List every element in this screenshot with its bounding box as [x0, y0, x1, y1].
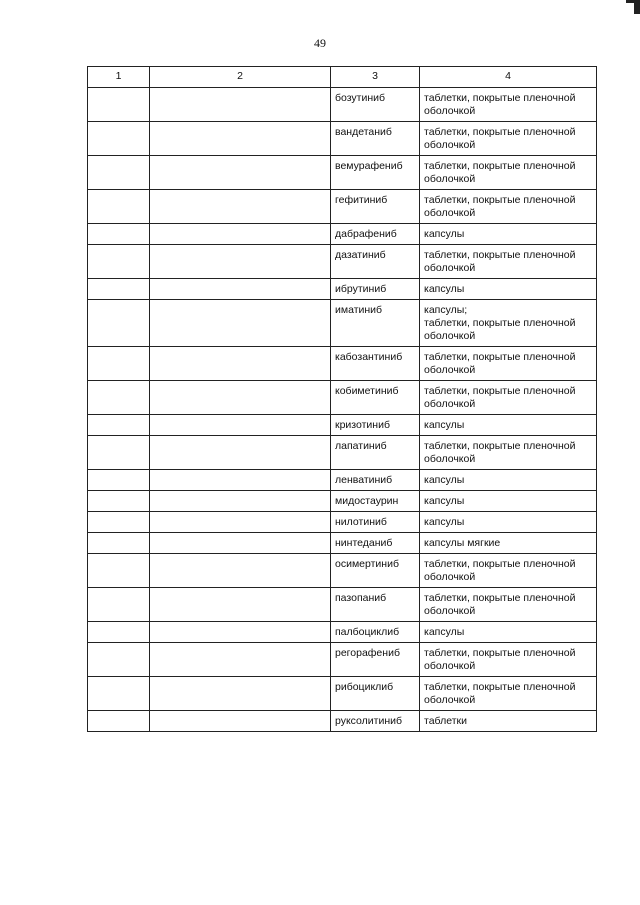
cell-col1	[88, 533, 150, 554]
dosage-form-cell: таблетки, покрытые пленочной оболочкой	[420, 190, 597, 224]
table-row	[88, 643, 597, 677]
drug-name-cell: дабрафениб	[331, 224, 420, 245]
cell-col2	[150, 588, 331, 622]
cell-col1	[88, 381, 150, 415]
dosage-form-cell: капсулы	[420, 279, 597, 300]
dosage-form-cell: таблетки, покрытые пленочной оболочкой	[420, 554, 597, 588]
cell-col1	[88, 347, 150, 381]
table-row	[88, 533, 597, 554]
cell-col2	[150, 156, 331, 190]
table-row	[88, 491, 597, 512]
drug-name-cell: вандетаниб	[331, 122, 420, 156]
cell-col1	[88, 622, 150, 643]
drug-name-cell: осимертиниб	[331, 554, 420, 588]
dosage-form-cell: капсулы; таблетки, покрытые пленочной оболочкой	[420, 300, 597, 347]
column-header-4: 4	[420, 67, 597, 88]
dosage-form-cell: капсулы	[420, 224, 597, 245]
table-row	[88, 470, 597, 491]
drug-name-cell: вемурафениб	[331, 156, 420, 190]
dosage-form-cell: таблетки, покрытые пленочной оболочкой	[420, 88, 597, 122]
dosage-form-cell: капсулы	[420, 491, 597, 512]
cell-col2	[150, 554, 331, 588]
dosage-form-cell: таблетки, покрытые пленочной оболочкой	[420, 643, 597, 677]
cell-col2	[150, 279, 331, 300]
cell-col2	[150, 347, 331, 381]
table-row	[88, 622, 597, 643]
dosage-form-cell: капсулы	[420, 512, 597, 533]
drug-name-cell: пазопаниб	[331, 588, 420, 622]
drug-name-cell: ибрутиниб	[331, 279, 420, 300]
dosage-form-cell: капсулы мягкие	[420, 533, 597, 554]
cell-col1	[88, 711, 150, 732]
dosage-form-cell: таблетки, покрытые пленочной оболочкой	[420, 347, 597, 381]
table-row	[88, 122, 597, 156]
table-row	[88, 245, 597, 279]
dosage-form-cell: капсулы	[420, 622, 597, 643]
cell-col1	[88, 491, 150, 512]
cell-col1	[88, 415, 150, 436]
table-body	[88, 88, 597, 732]
drug-name-cell: регорафениб	[331, 643, 420, 677]
cell-col1	[88, 245, 150, 279]
table-row	[88, 156, 597, 190]
cell-col1	[88, 436, 150, 470]
drug-name-cell: дазатиниб	[331, 245, 420, 279]
drug-name-cell: палбоциклиб	[331, 622, 420, 643]
cell-col2	[150, 436, 331, 470]
cell-col1	[88, 224, 150, 245]
drug-name-cell: мидостаурин	[331, 491, 420, 512]
column-header-3: 3	[331, 67, 420, 88]
drug-name-cell: рибоциклиб	[331, 677, 420, 711]
column-header-1: 1	[88, 67, 150, 88]
cell-col2	[150, 677, 331, 711]
cell-col1	[88, 300, 150, 347]
cell-col2	[150, 491, 331, 512]
table-row	[88, 190, 597, 224]
cell-col2	[150, 470, 331, 491]
cell-col1	[88, 588, 150, 622]
cell-col1	[88, 554, 150, 588]
table-row	[88, 711, 597, 732]
cell-col1	[88, 677, 150, 711]
cell-col2	[150, 512, 331, 533]
column-header-2: 2	[150, 67, 331, 88]
table-row	[88, 554, 597, 588]
drug-name-cell: гефитиниб	[331, 190, 420, 224]
table-row	[88, 381, 597, 415]
cell-col2	[150, 245, 331, 279]
drug-name-cell: иматиниб	[331, 300, 420, 347]
cell-col1	[88, 643, 150, 677]
table-row	[88, 588, 597, 622]
drug-name-cell: кризотиниб	[331, 415, 420, 436]
drug-name-cell: нилотиниб	[331, 512, 420, 533]
cell-col2	[150, 88, 331, 122]
cell-col2	[150, 381, 331, 415]
cell-col2	[150, 622, 331, 643]
cell-col2	[150, 300, 331, 347]
table-row	[88, 436, 597, 470]
cell-col1	[88, 190, 150, 224]
drug-name-cell: кабозантиниб	[331, 347, 420, 381]
table-row	[88, 88, 597, 122]
table-row	[88, 415, 597, 436]
cell-col1	[88, 279, 150, 300]
cell-col2	[150, 533, 331, 554]
cell-col2	[150, 415, 331, 436]
cell-col1	[88, 122, 150, 156]
drug-name-cell: бозутиниб	[331, 88, 420, 122]
drug-name-cell: нинтеданиб	[331, 533, 420, 554]
dosage-form-cell: капсулы	[420, 470, 597, 491]
dosage-form-cell: таблетки, покрытые пленочной оболочкой	[420, 588, 597, 622]
dosage-form-cell: таблетки, покрытые пленочной оболочкой	[420, 677, 597, 711]
cell-col2	[150, 190, 331, 224]
dosage-form-cell: таблетки, покрытые пленочной оболочкой	[420, 156, 597, 190]
cell-col1	[88, 470, 150, 491]
drug-name-cell: лапатиниб	[331, 436, 420, 470]
table-row	[88, 347, 597, 381]
table-row	[88, 677, 597, 711]
drug-name-cell: ленватиниб	[331, 470, 420, 491]
scan-corner-mark	[634, 0, 640, 14]
cell-col2	[150, 643, 331, 677]
table-row	[88, 224, 597, 245]
page-number: 49	[314, 36, 326, 50]
dosage-form-cell: таблетки, покрытые пленочной оболочкой	[420, 381, 597, 415]
table-row	[88, 300, 597, 347]
cell-col2	[150, 711, 331, 732]
cell-col2	[150, 224, 331, 245]
drug-table	[87, 66, 597, 732]
table-row	[88, 279, 597, 300]
dosage-form-cell: таблетки	[420, 711, 597, 732]
dosage-form-cell: таблетки, покрытые пленочной оболочкой	[420, 245, 597, 279]
table-row	[88, 512, 597, 533]
cell-col2	[150, 122, 331, 156]
dosage-form-cell: таблетки, покрытые пленочной оболочкой	[420, 436, 597, 470]
table-header-row	[88, 67, 597, 88]
scan-corner-mark	[626, 0, 634, 3]
drug-name-cell: руксолитиниб	[331, 711, 420, 732]
cell-col1	[88, 512, 150, 533]
dosage-form-cell: таблетки, покрытые пленочной оболочкой	[420, 122, 597, 156]
dosage-form-cell: капсулы	[420, 415, 597, 436]
cell-col1	[88, 88, 150, 122]
cell-col1	[88, 156, 150, 190]
drug-name-cell: кобиметиниб	[331, 381, 420, 415]
